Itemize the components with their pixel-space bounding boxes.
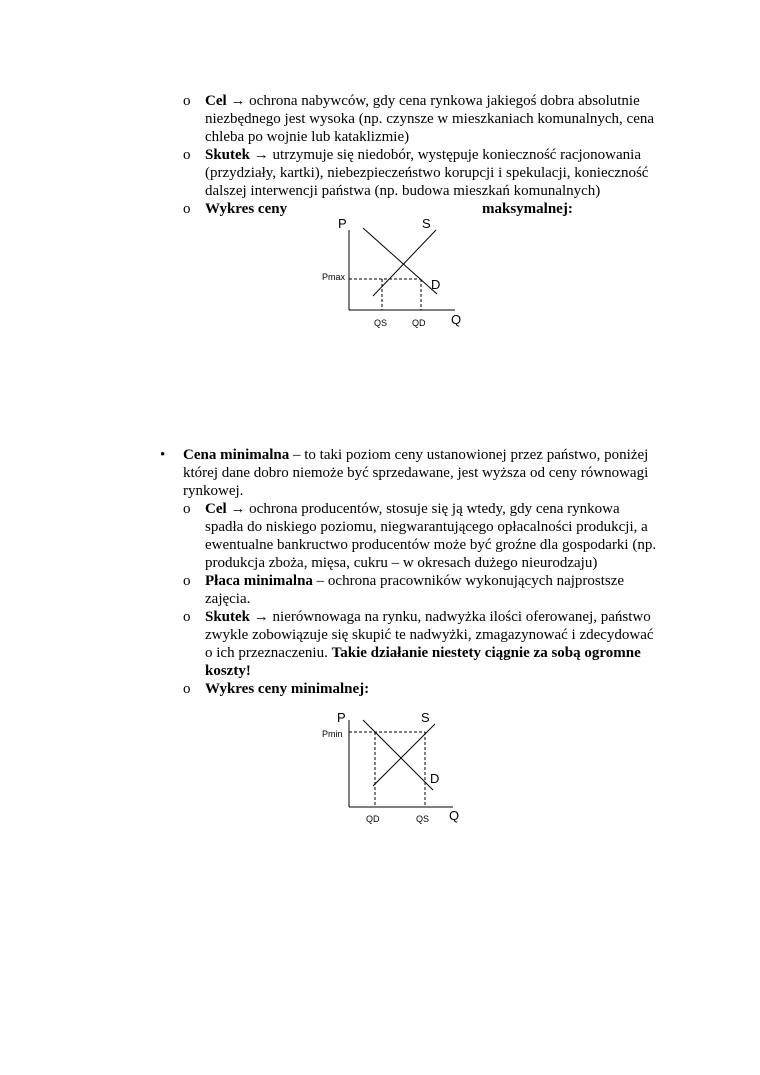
max-cel-line-1: Cel → ochrona nabywców, gdy cena rynkowa jakiegoś dobra absolutnie <box>205 93 640 109</box>
max-price-graph <box>315 212 475 332</box>
demand-curve <box>363 228 437 294</box>
list-bullet: o <box>183 573 191 589</box>
min-cel-line-3: ewentualne bankructwo producentów może być groźne dla gospodarki (np. <box>205 537 657 553</box>
demand-curve <box>363 720 433 790</box>
min-cel-line-2: spadła do niskiego poziomu, niegwarantującego opłacalności produkcji, a <box>205 519 648 535</box>
min-placa-line-1: Płaca minimalna – ochrona pracowników wykonujących najprostsze <box>205 573 625 589</box>
max-cel-line-2: niezbędnego jest wysoka (np. czynsze w mieszkaniach komunalnych, cena <box>205 111 655 127</box>
qs-label: QS <box>374 318 388 328</box>
min-skutek-line-1: Skutek → nierównowaga na rynku, nadwyżka ilości oferowanej, państwo <box>205 609 651 625</box>
list-bullet: o <box>183 201 191 217</box>
p-axis-label: P <box>337 710 346 725</box>
list-bullet: o <box>183 147 191 163</box>
max-skutek-line-2: (przydziały, kartki), niebezpieczeństwo korupcji i spekulacji, konieczność <box>205 165 649 181</box>
pmax-label: Pmax <box>322 272 346 282</box>
supply-curve <box>373 724 435 786</box>
pmin-label: Pmin <box>322 729 343 739</box>
min-skutek-line-3: o ich przeznaczeniu. Takie działanie niestety ciągnie za sobą ogromne <box>205 645 641 661</box>
min-intro-line-1: Cena minimalna – to taki poziom ceny ustanowionej przez państwo, poniżej <box>183 447 649 463</box>
max-skutek-line-3: dalszej interwencji państwa (np. budowa mieszkań komunalnych) <box>205 183 601 199</box>
max-wykres-label-b: maksymalnej: <box>482 201 573 217</box>
min-price-graph <box>315 706 475 828</box>
list-bullet: o <box>183 93 191 109</box>
q-axis-label: Q <box>449 808 460 823</box>
list-bullet: o <box>183 501 191 517</box>
list-bullet: o <box>183 681 191 697</box>
min-placa-line-2: zajęcia. <box>205 591 251 607</box>
min-wykres-label: Wykres ceny minimalnej: <box>205 681 370 697</box>
qd-label: QD <box>412 318 426 328</box>
qd-label: QD <box>366 814 380 824</box>
min-skutek-line-2: zwykle zobowiązuje się skupić te nadwyżki, zmagazynować i zdecydować <box>205 627 654 643</box>
arrow-icon: → <box>253 147 269 163</box>
d-label: D <box>430 771 440 786</box>
arrow-icon: → <box>253 609 269 625</box>
list-bullet: o <box>183 609 191 625</box>
arrow-icon: → <box>230 501 246 517</box>
s-label: S <box>422 216 431 231</box>
max-cel-line-3: chleba po wojnie lub kataklizmie) <box>205 129 410 145</box>
max-wykres-label-a: Wykres ceny <box>205 201 288 217</box>
arrow-icon: → <box>230 93 246 109</box>
min-cel-line-4: produkcja zboża, mięsa, cukru – w okresach dużego nieurodzaju) <box>205 555 598 571</box>
max-skutek-line-1: Skutek → utrzymuje się niedobór, występuje konieczność racjonowania <box>205 147 641 163</box>
min-intro-line-2: której dane dobro niemoże być sprzedawane, jest wyższa od ceny równowagi <box>183 465 649 481</box>
s-label: S <box>421 710 430 725</box>
min-intro-line-3: rynkowej. <box>183 483 244 499</box>
min-cel-line-1: Cel → ochrona producentów, stosuje się ją wtedy, gdy cena rynkowa <box>205 501 620 517</box>
q-axis-label: Q <box>451 312 462 327</box>
qs-label: QS <box>416 814 430 824</box>
list-bullet: • <box>160 447 166 463</box>
d-label: D <box>431 277 441 292</box>
p-axis-label: P <box>338 216 347 231</box>
min-skutek-line-4: koszty! <box>205 663 251 679</box>
